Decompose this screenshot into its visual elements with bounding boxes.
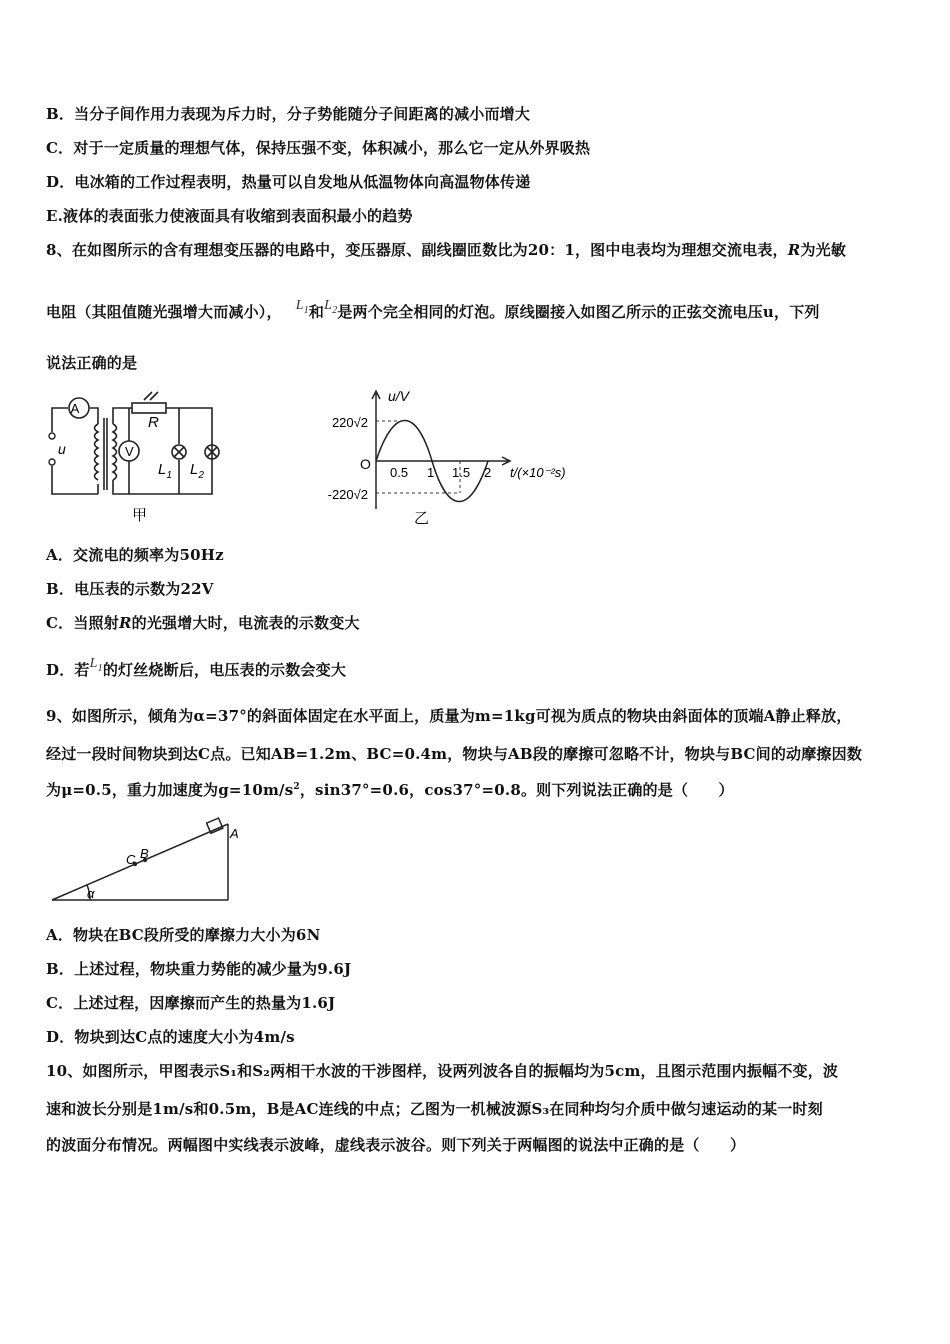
tick-label: 0.5 (390, 465, 409, 480)
circuit-diagram (40, 388, 240, 528)
sine-wave-graph (310, 385, 610, 530)
resistor-label: R (148, 414, 159, 431)
q9-stem-line1: 9、如图所示，倾角为α=37°的斜面体固定在水平面上，质量为m=1kg可视为质点的物块由斜面体的顶端A静止释放， (46, 707, 852, 725)
tick-label: 2 (484, 465, 492, 480)
tick-label: 1.5 (452, 465, 471, 480)
angle-alpha-label: α (87, 886, 95, 901)
tick-label: 1 (427, 465, 435, 480)
incline-diagram (50, 818, 260, 910)
q9-option-d: D．物块到达C点的速度大小为4m/s (46, 1028, 295, 1046)
q9-option-c: C．上述过程，因摩擦而产生的热量为1.6J (46, 994, 336, 1012)
q8-option-d: D．若$L_1$的灯丝烧断后，电压表的示数会变大 (46, 656, 347, 679)
q7-option-d: D．电冰箱的工作过程表明，热量可以自发地从低温物体向高温物体传递 (46, 173, 531, 191)
q8-stem-line1: 8、在如图所示的含有理想变压器的电路中，变压器原、副线圈匝数比为20：1，图中电表均为理想交流电表，R为光敏 (46, 241, 847, 259)
x-axis-label: t/(×10⁻²s) (510, 465, 566, 480)
q8-option-a: A．交流电的频率为50Hz (46, 546, 224, 564)
q7-option-b: B．当分子间作用力表现为斥力时，分子势能随分子间距离的减小而增大 (46, 105, 531, 123)
q8-stem-line2: 电阻（其阻值随光强增大而减小）， $L_1$和$L_2$是两个完全相同的灯泡。原线圈接入如图乙所示的正弦交流电压u，下列 (46, 298, 820, 321)
q9-option-b: B．上述过程，物块重力势能的减少量为9.6J (46, 960, 352, 978)
point-b-label: B (140, 846, 149, 861)
q9-option-a: A．物块在BC段所受的摩擦力大小为6N (46, 926, 321, 944)
figure-yi-caption: 乙 (414, 510, 430, 527)
lamp2-label: $L_2$ (190, 461, 204, 481)
q7-option-e: E.液体的表面张力使液面具有收缩到表面积最小的趋势 (46, 207, 413, 225)
q10-stem-line1: 10、如图所示，甲图表示S₁和S₂两相干水波的干涉图样，设两列波各自的振幅均为5cm，且图示范围内振幅不变，波 (46, 1062, 839, 1080)
q8-option-c: C．当照射R的光强增大时，电流表的示数变大 (46, 614, 360, 632)
ammeter-label: A (70, 401, 80, 416)
q8-stem-line3: 说法正确的是 (46, 354, 138, 372)
point-a-label: A (230, 826, 239, 841)
q7-option-c: C．对于一定质量的理想气体，保持压强不变，体积减小，那么它一定从外界吸热 (46, 139, 591, 157)
q8-option-b: B．电压表的示数为22V (46, 580, 214, 598)
q10-stem-line2: 速和波长分别是1m/s和0.5m，B是AC连线的中点；乙图为一机械波源S₃在同种均匀介质中做匀速运动的某一时刻 (46, 1100, 823, 1118)
figure-jia-caption: 甲 (132, 507, 148, 524)
y-min-label: -220√2 (327, 487, 368, 502)
voltmeter-label: V (125, 444, 134, 459)
q10-stem-line3: 的波面分布情况。两幅图中实线表示波峰，虚线表示波谷。则下列关于两幅图的说法中正确的是（ ） (46, 1136, 746, 1154)
q9-stem-line2: 经过一段时间物块到达C点。已知AB=1.2m、BC=0.4m，物块与AB段的摩擦可忽略不计，物块与BC间的动摩擦因数 (46, 745, 863, 763)
lamp1-label: $L_1$ (158, 461, 172, 481)
point-c-label: C (126, 852, 136, 867)
q9-stem-line3: 为μ=0.5，重力加速度为$g=10m/s^2$，sin37°=0.6，cos37°=0.8。则下列说法正确的是（ ） (46, 781, 734, 799)
y-max-label: 220√2 (331, 415, 368, 430)
origin-label: O (360, 456, 371, 472)
y-axis-label: u/V (388, 388, 410, 404)
source-label: u (58, 441, 66, 457)
